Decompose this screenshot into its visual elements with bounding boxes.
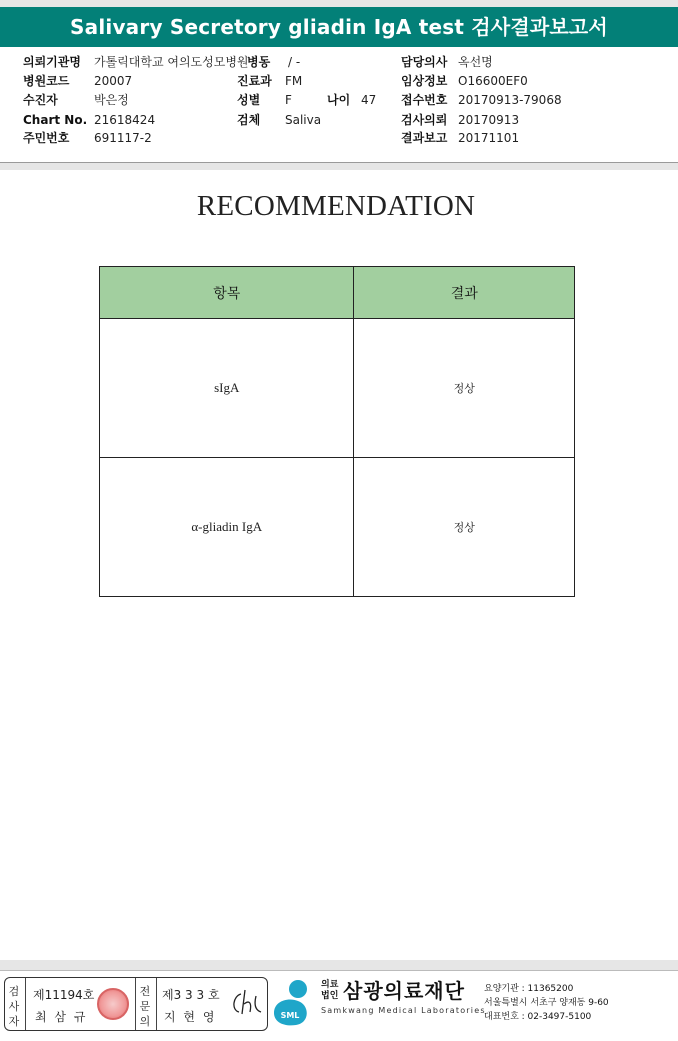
department-value: FM: [285, 74, 303, 88]
sex-value: F: [285, 93, 292, 107]
ward-label: 병동: [247, 55, 271, 69]
column-header-result: 결과: [354, 267, 575, 319]
sml-logo-icon: [270, 977, 316, 1027]
examiner-label-char: 자: [8, 1015, 20, 1028]
row-result: 정상: [354, 458, 575, 597]
institution-label: 의뢰기관명: [23, 55, 81, 69]
org-prefix-line: 의료: [321, 980, 339, 990]
info-row-4: [0, 111, 678, 129]
care-institution-number: 요양기관 : 11365200: [484, 984, 574, 994]
clinical-info-label: 임상정보: [401, 74, 448, 88]
org-address: 서울특별시 서초구 양재동 9-60: [484, 998, 609, 1008]
specimen-value: Saliva: [285, 113, 322, 127]
column-header-item: 항목: [100, 267, 354, 319]
row-item: sIgA: [100, 319, 354, 458]
org-prefix: [321, 980, 338, 1002]
logo-text: SML: [280, 1011, 300, 1020]
clinical-info-value: O16600EF0: [458, 74, 528, 88]
table-header-row: [100, 267, 575, 319]
resident-value: 691117-2: [94, 131, 152, 145]
org-english-name: Samkwang Medical Laboratories: [321, 1006, 486, 1015]
specialist-vertical-label: [138, 984, 152, 1029]
specimen-label: 검체: [237, 113, 261, 127]
org-name: 삼광의료재단: [343, 979, 465, 1003]
row-result: 정상: [354, 319, 575, 458]
info-row-3: [0, 91, 678, 109]
ward-value: / -: [288, 55, 301, 69]
doctor-label: 담당의사: [401, 55, 448, 69]
report-body: [0, 170, 678, 960]
sex-label: 성별: [237, 93, 261, 107]
examiner-name: 최 삼 규: [35, 1010, 88, 1024]
patient-value: 박은정: [94, 93, 129, 107]
doctor-value: 옥선명: [458, 55, 493, 69]
hospital-code-value: 20007: [94, 74, 133, 88]
examiner-label-char: 검: [8, 985, 20, 998]
examiner-label-char: 사: [8, 1000, 20, 1013]
signature-icon: [227, 986, 265, 1018]
divider: [135, 978, 136, 1030]
report-date-value: 20171101: [458, 131, 520, 145]
report-title: Salivary Secretory gliadin IgA test 검사결과보고서: [0, 7, 678, 47]
info-row-1: [0, 53, 678, 71]
chart-label: Chart No.: [23, 113, 88, 127]
reception-label: 접수번호: [401, 93, 448, 107]
examiner-number: 제11194호: [33, 988, 95, 1002]
specialist-name: 지 현 영: [164, 1010, 217, 1024]
table-row: [100, 319, 575, 458]
specialist-label-char: 의: [139, 1015, 151, 1028]
department-label: 진료과: [237, 74, 272, 88]
resident-label: 주민번호: [23, 131, 70, 145]
institution-value: 가톨릭대학교 여의도성모병원: [94, 55, 249, 69]
row-item: α-gliadin IgA: [100, 458, 354, 597]
official-seal-icon: [97, 988, 129, 1020]
divider: [156, 978, 157, 1030]
info-row-2: [0, 72, 678, 90]
request-label: 검사의뢰: [401, 113, 448, 127]
section-title: RECOMMENDATION: [196, 190, 476, 222]
divider: [25, 978, 26, 1030]
chart-value: 21618424: [94, 113, 156, 127]
specialist-label-char: 문: [139, 1000, 151, 1013]
org-prefix-line: 법인: [321, 991, 339, 1001]
specialist-number: 제3 3 3 호: [162, 988, 220, 1002]
report-footer: [0, 970, 678, 1041]
report-date-label: 결과보고: [401, 131, 448, 145]
signature-box: [4, 977, 268, 1031]
specialist-label-char: 전: [139, 985, 151, 998]
patient-label: 수진자: [23, 93, 58, 107]
table-row: [100, 458, 575, 597]
org-phone: 대표번호 : 02-3497-5100: [484, 1012, 592, 1022]
hospital-code-label: 병원코드: [23, 74, 70, 88]
examiner-vertical-label: [7, 984, 21, 1029]
request-value: 20170913: [458, 113, 520, 127]
info-row-5: [0, 129, 678, 147]
age-value: 47: [361, 93, 377, 107]
age-label: 나이: [327, 93, 351, 107]
patient-info-panel: [0, 47, 678, 163]
reception-value: 20170913-79068: [458, 93, 562, 107]
recommendation-table: [99, 266, 575, 597]
